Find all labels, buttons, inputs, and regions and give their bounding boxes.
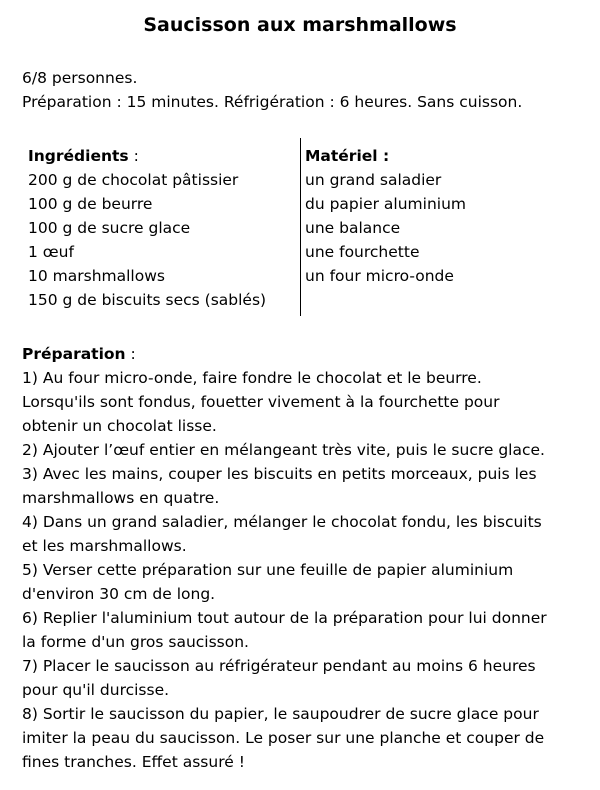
recipe-meta (22, 66, 582, 114)
timing-text: Préparation : 15 minutes. Réfrigération : 6 heures. Sans cuisson. (22, 93, 523, 111)
ingredient-item: 10 marshmallows (28, 267, 165, 285)
preparation-line: 6) Replier l'aluminium tout autour de la préparation pour lui donner (22, 609, 547, 627)
preparation-heading-suffix: : (125, 345, 136, 363)
preparation-line: pour qu'il durcisse. (22, 681, 170, 699)
ingredients-heading-suffix: : (128, 147, 139, 165)
materiel-item: une fourchette (305, 243, 420, 261)
ingredients-heading: Ingrédients (28, 147, 129, 165)
preparation-line: imiter la peau du saucisson. Le poser sur une planche et couper de (22, 729, 545, 747)
column-divider (300, 138, 301, 316)
ingredients-list (28, 144, 298, 312)
preparation-line: Lorsqu'ils sont fondus, fouetter vivement à la fourchette pour (22, 393, 500, 411)
ingredient-item: 100 g de beurre (28, 195, 153, 213)
preparation-line: fines tranches. Effet assuré ! (22, 753, 245, 771)
preparation-section (22, 342, 582, 774)
preparation-line: obtenir un chocolat lisse. (22, 417, 217, 435)
ingredient-item: 200 g de chocolat pâtissier (28, 171, 239, 189)
preparation-line: 2) Ajouter l’œuf entier en mélangeant très vite, puis le sucre glace. (22, 441, 545, 459)
ingredient-item: 100 g de sucre glace (28, 219, 191, 237)
preparation-line: la forme d'un gros saucisson. (22, 633, 249, 651)
preparation-line: 7) Placer le saucisson au réfrigérateur pendant au moins 6 heures (22, 657, 536, 675)
ingredient-item: 1 œuf (28, 243, 74, 261)
materiel-item: du papier aluminium (305, 195, 466, 213)
servings-text: 6/8 personnes. (22, 69, 138, 87)
ingredient-item: 150 g de biscuits secs (sablés) (28, 291, 267, 309)
materiel-item: un four micro-onde (305, 267, 454, 285)
preparation-line: d'environ 30 cm de long. (22, 585, 216, 603)
materiel-item: un grand saladier (305, 171, 442, 189)
recipe-title: Saucisson aux marshmallows (143, 14, 457, 36)
preparation-line: 4) Dans un grand saladier, mélanger le chocolat fondu, les biscuits (22, 513, 542, 531)
ingredients-heading-line (28, 144, 298, 168)
preparation-line: 8) Sortir le saucisson du papier, le saupoudrer de sucre glace pour (22, 705, 539, 723)
preparation-heading: Préparation (22, 345, 126, 363)
preparation-heading-line (22, 342, 582, 366)
preparation-line: 5) Verser cette préparation sur une feuille de papier aluminium (22, 561, 514, 579)
preparation-line: marshmallows en quatre. (22, 489, 220, 507)
preparation-line: 1) Au four micro-onde, faire fondre le chocolat et le beurre. (22, 369, 482, 387)
lists-section (28, 144, 528, 316)
materiel-item: une balance (305, 219, 401, 237)
materiel-heading: Matériel : (305, 147, 390, 165)
preparation-line: et les marshmallows. (22, 537, 187, 555)
materiel-list (305, 144, 525, 288)
preparation-line: 3) Avec les mains, couper les biscuits en petits morceaux, puis les (22, 465, 537, 483)
